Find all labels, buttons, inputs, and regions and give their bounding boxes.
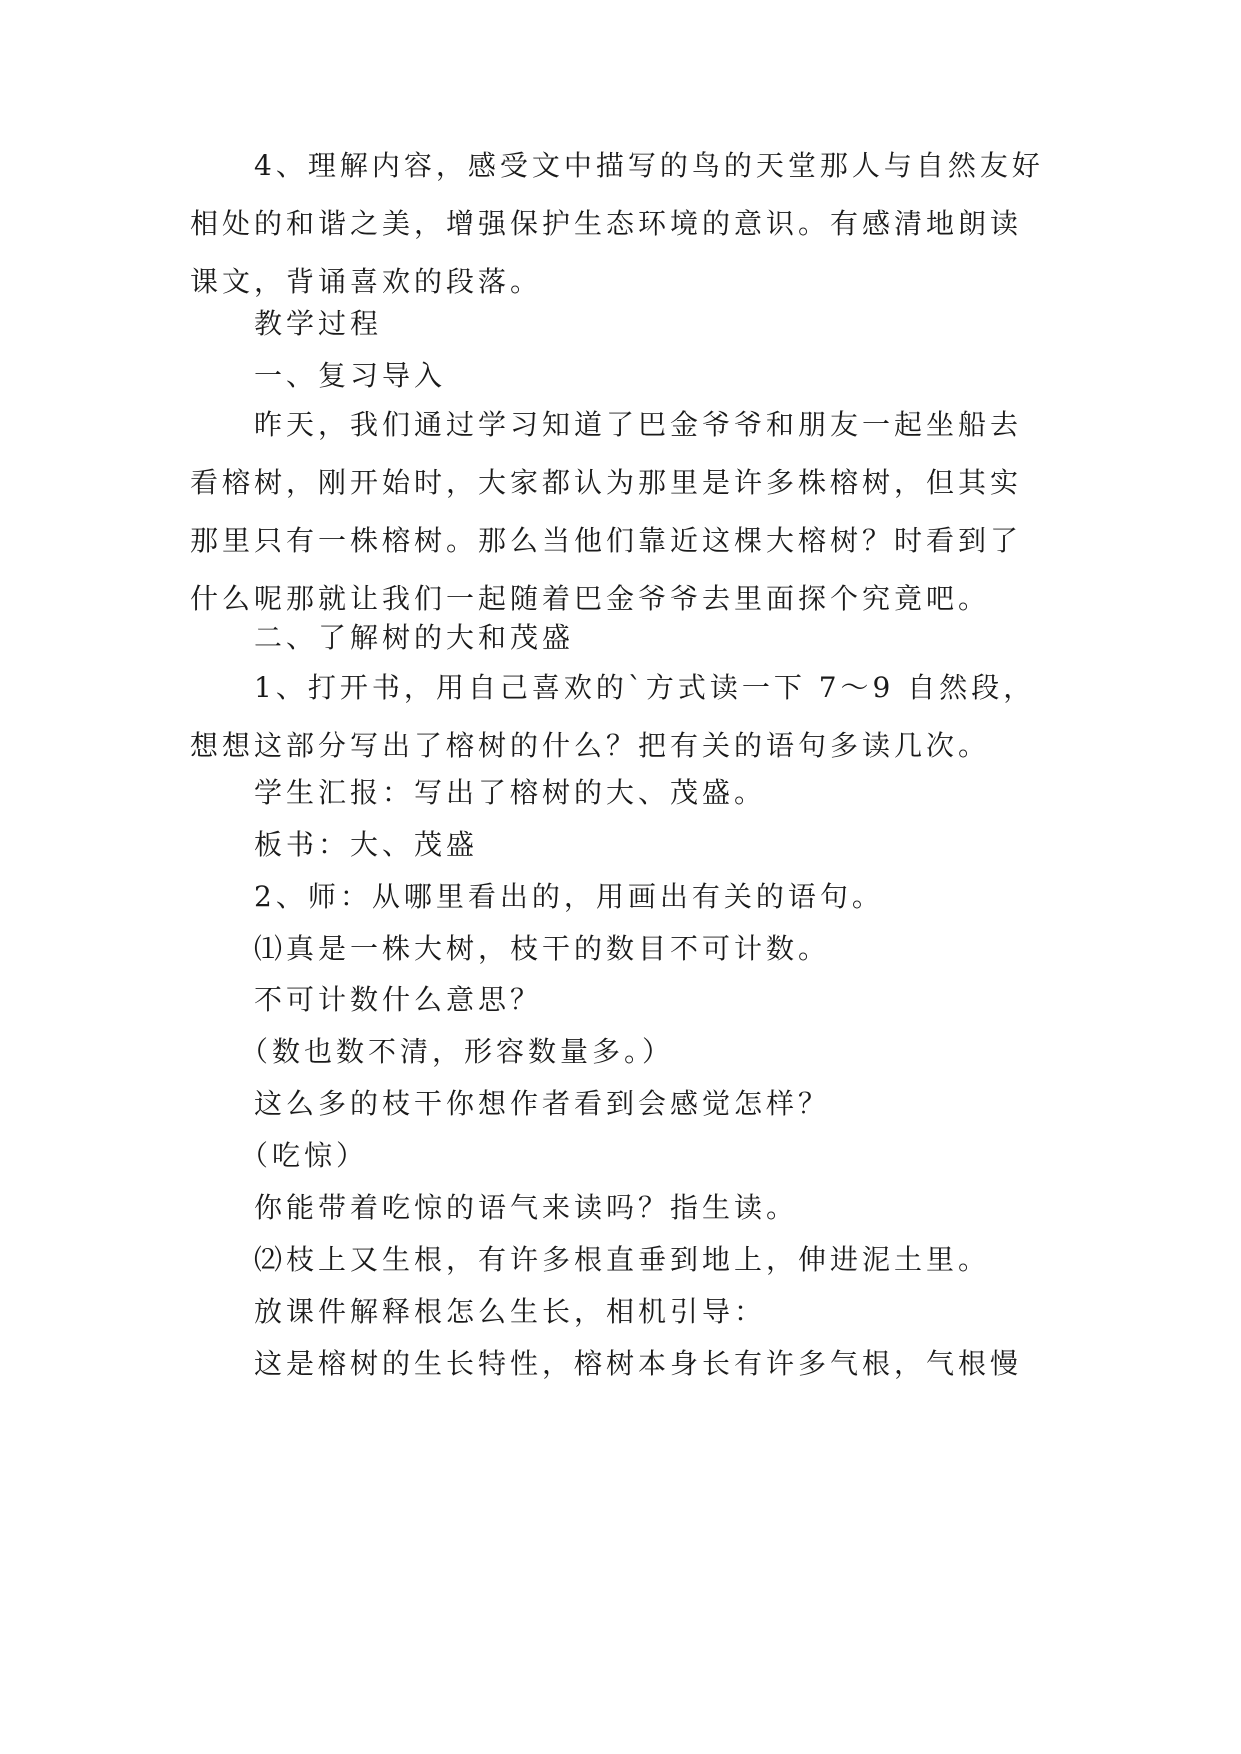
meaning-question-line: 不可计数什么意思？: [254, 983, 543, 1016]
heading-teaching-process: 教学过程: [254, 307, 383, 340]
review-paragraph: 昨天，我们通过学习知道了巴金爷爷和朋友一起坐船去看榕树，刚开始时，大家都认为那里是许多株榕树，但其实那里只有一株榕树。那么当他们靠近这棵大榕树？时看到了什么呢那就让我们一起随着巴金爷爷去里面探个究竟吧。: [190, 408, 1023, 615]
teacher-question-line: 2、师：从哪里看出的，用画出有关的语句。: [254, 880, 884, 913]
feeling-answer-line: （吃惊）: [240, 1139, 369, 1172]
reading-task-paragraph: 1、打开书，用自己喜欢的`方式读一下 7～9 自然段，想想这部分写出了榕树的什么？把有关的语句多读几次。: [190, 671, 1036, 762]
board-notes-line: 板书：大、茂盛: [254, 828, 479, 861]
objective-paragraph: 4、理解内容，感受文中描写的鸟的天堂那人与自然友好相处的和谐之美，增强保护生态环境的意识。有感清地朗读课文，背诵喜欢的段落。: [190, 149, 1044, 298]
feeling-question-line: 这么多的枝干你想作者看到会感觉怎样？: [254, 1087, 831, 1120]
section-tree-title: 二、了解树的大和茂盛: [254, 621, 575, 654]
quote-item-1: ⑴真是一株大树，枝干的数目不可计数。: [254, 932, 831, 965]
meaning-answer-line: （数也数不清，形容数量多。）: [240, 1035, 675, 1068]
read-prompt-line: 你能带着吃惊的语气来读吗？指生读。: [254, 1191, 799, 1224]
quote-item-2: ⑵枝上又生根，有许多根直垂到地上，伸进泥土里。: [254, 1243, 991, 1276]
section-review-intro-title: 一、复习导入: [254, 359, 447, 392]
courseware-line: 放课件解释根怎么生长，相机引导：: [254, 1295, 767, 1328]
student-report-line: 学生汇报：写出了榕树的大、茂盛。: [254, 776, 767, 809]
growth-explanation-line: 这是榕树的生长特性，榕树本身长有许多气根，气根慢: [254, 1347, 1023, 1380]
